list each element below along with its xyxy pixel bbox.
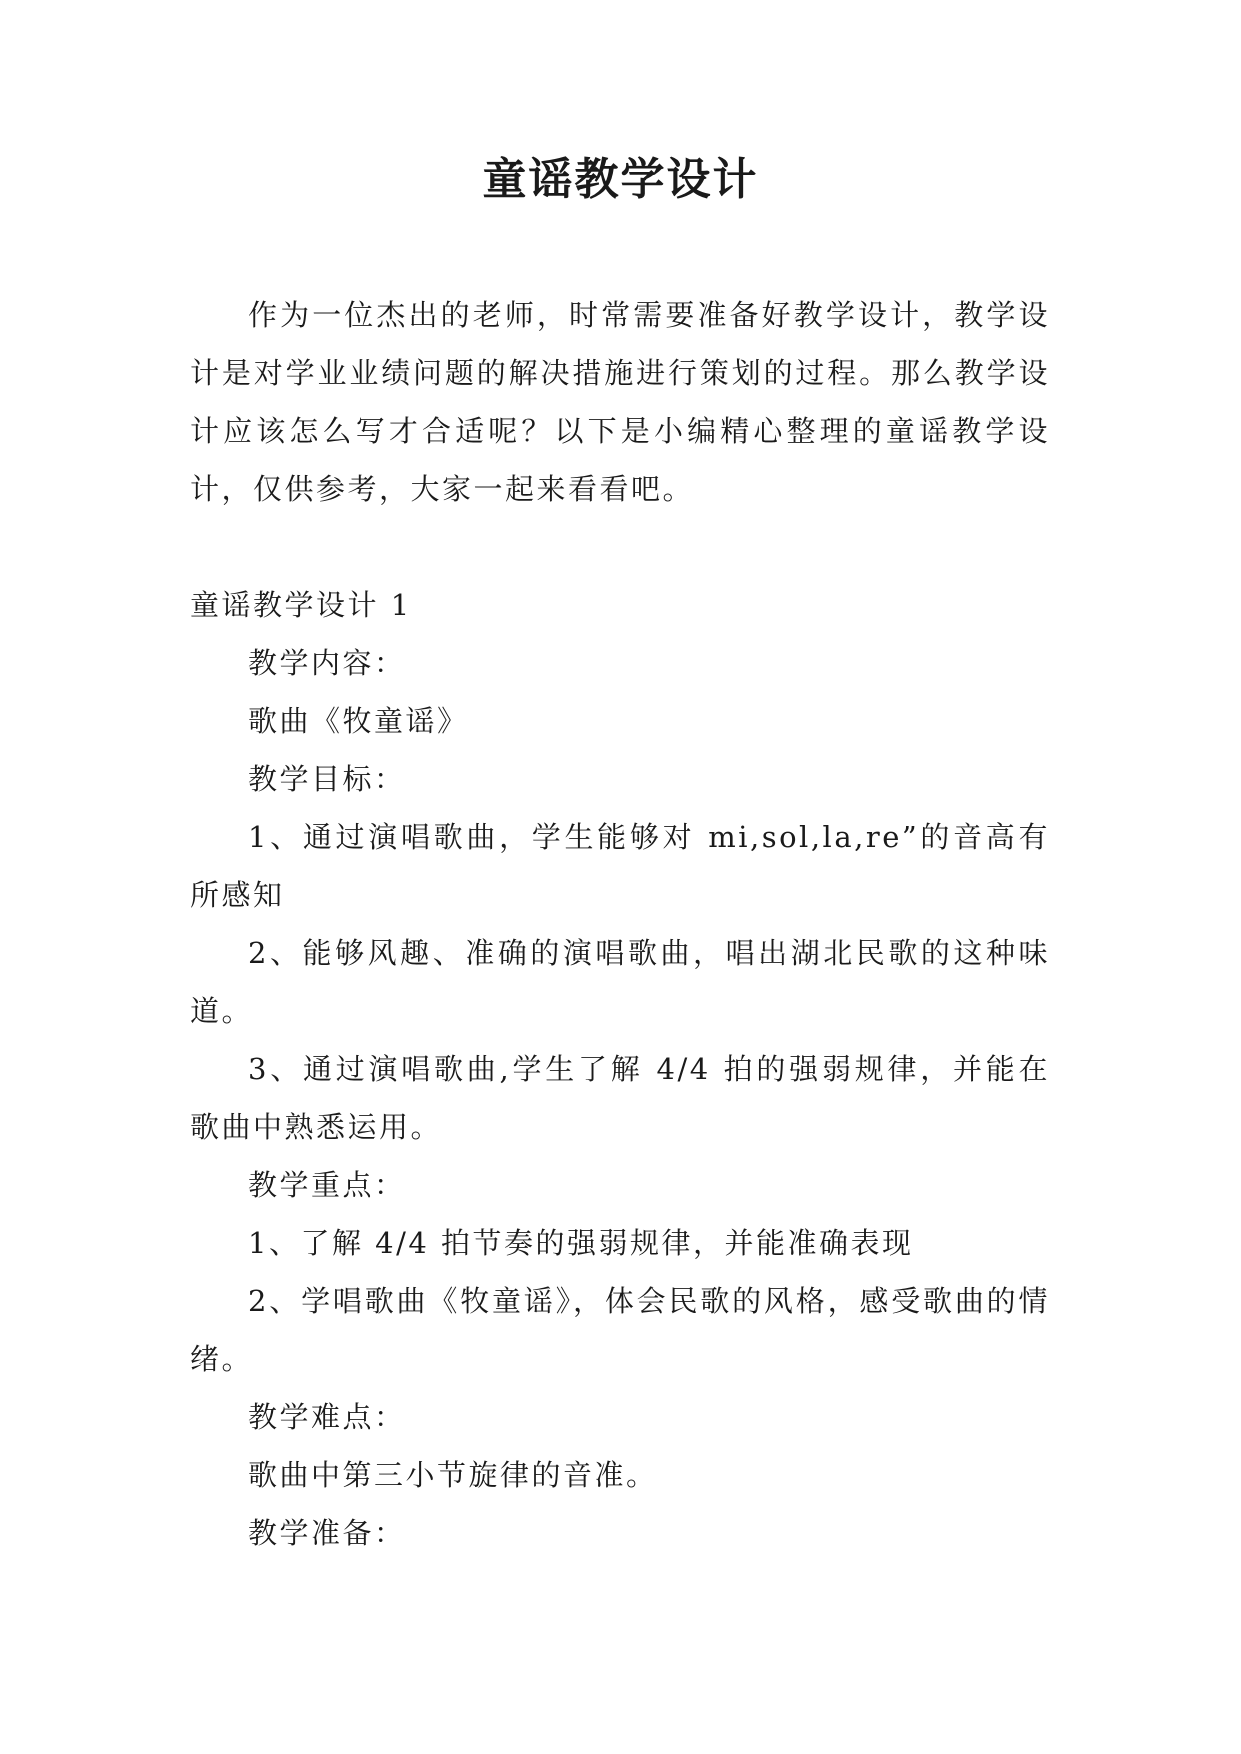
body-paragraph: 歌曲中第三小节旋律的音准。 [248, 1458, 658, 1492]
body-paragraph: 教学准备： [248, 1516, 406, 1550]
body-paragraph: 教学目标： [248, 762, 406, 796]
body-paragraph: 3、通过演唱歌曲,学生了解 4/4 拍的强弱规律，并能在歌曲中熟悉运用。 [190, 1052, 1050, 1144]
body-paragraph: 1、通过演唱歌曲，学生能够对 mi,sol,la,re”的音高有所感知 [190, 820, 1050, 912]
body-paragraph: 2、能够风趣、准确的演唱歌曲，唱出湖北民歌的这种味道。 [190, 936, 1050, 1028]
body-paragraph: 教学内容： [248, 646, 406, 680]
body-paragraph: 2、学唱歌曲《牧童谣》，体会民歌的风格，感受歌曲的情绪。 [190, 1284, 1050, 1376]
body-paragraph: 教学难点： [248, 1400, 406, 1434]
body-paragraph: 歌曲《牧童谣》 [248, 704, 469, 738]
body-paragraph: 教学重点： [248, 1168, 406, 1202]
document-title: 童谣教学设计 [482, 154, 759, 205]
section-heading: 童谣教学设计 1 [190, 588, 412, 622]
document-body [190, 286, 1050, 1562]
intro-paragraph: 作为一位杰出的老师，时常需要准备好教学设计，教学设计是对学业业绩问题的解决措施进行策划的过程。那么教学设计应该怎么写才合适呢？以下是小编精心整理的童谣教学设计，仅供参考，大家一起来看看吧。 [190, 298, 1050, 506]
body-paragraph: 1、了解 4/4 拍节奏的强弱规律，并能准确表现 [248, 1226, 914, 1260]
paragraph-gap [190, 518, 1050, 576]
